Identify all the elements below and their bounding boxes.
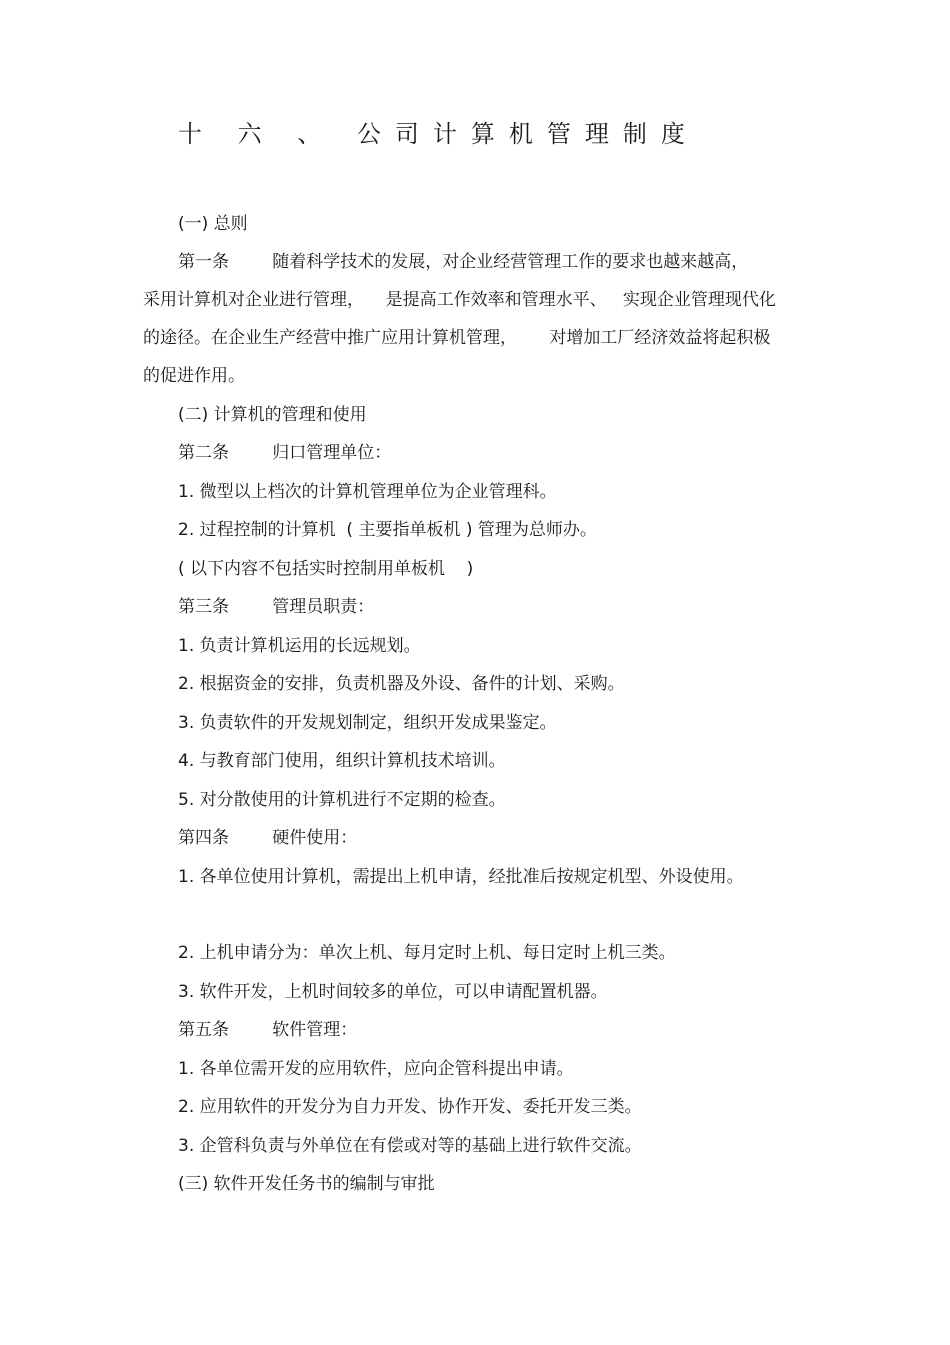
text-line: 1. 负责计算机运用的长远规划。 <box>178 636 421 656</box>
text-line: 第四条 硬件使用： <box>178 828 358 848</box>
text-line: 的促进作用。 <box>143 366 245 386</box>
text-line: 的途径。在企业生产经营中推广应用计算机管理， 对增加工厂经济效益将起积极 <box>143 328 771 348</box>
text-line: (一) 总则 <box>178 214 248 234</box>
text-line: 5. 对分散使用的计算机进行不定期的检查。 <box>178 790 506 810</box>
text-line: 2. 上机申请分为：单次上机、每月定时上机、每日定时上机三类。 <box>178 943 676 963</box>
page-title: 十 六 、 公司计算机管理制度 <box>178 120 699 148</box>
text-line: 采用计算机对企业进行管理， 是提高工作效率和管理水平、 实现企业管理现代化 <box>143 290 776 310</box>
text-line: (三) 软件开发任务书的编制与审批 <box>178 1174 435 1194</box>
text-line: ( 以下内容不包括实时控制用单板机 ) <box>178 559 474 579</box>
text-line: 第三条 管理员职责： <box>178 597 375 617</box>
text-line: 1. 各单位需开发的应用软件，应向企管科提出申请。 <box>178 1059 574 1079</box>
text-line: 3. 负责软件的开发规划制定，组织开发成果鉴定。 <box>178 713 557 733</box>
text-line: 3. 软件开发，上机时间较多的单位，可以申请配置机器。 <box>178 982 608 1002</box>
text-line: (二) 计算机的管理和使用 <box>178 405 367 425</box>
text-line: 第五条 软件管理： <box>178 1020 358 1040</box>
text-line: 3. 企管科负责与外单位在有偿或对等的基础上进行软件交流。 <box>178 1136 642 1156</box>
text-line: 第一条 随着科学技术的发展，对企业经营管理工作的要求也越来越高， <box>178 252 749 272</box>
text-line: 2. 过程控制的计算机 ( 主要指单板机 ) 管理为总师办。 <box>178 520 597 540</box>
text-line: 4. 与教育部门使用，组织计算机技术培训。 <box>178 751 506 771</box>
text-line: 1. 各单位使用计算机，需提出上机申请，经批准后按规定机型、外设使用。 <box>178 867 744 887</box>
text-line: 第二条 归口管理单位： <box>178 443 392 463</box>
text-line: 1. 微型以上档次的计算机管理单位为企业管理科。 <box>178 482 557 502</box>
text-line: 2. 应用软件的开发分为自力开发、协作开发、委托开发三类。 <box>178 1097 642 1117</box>
text-line: 2. 根据资金的安排，负责机器及外设、备件的计划、采购。 <box>178 674 625 694</box>
